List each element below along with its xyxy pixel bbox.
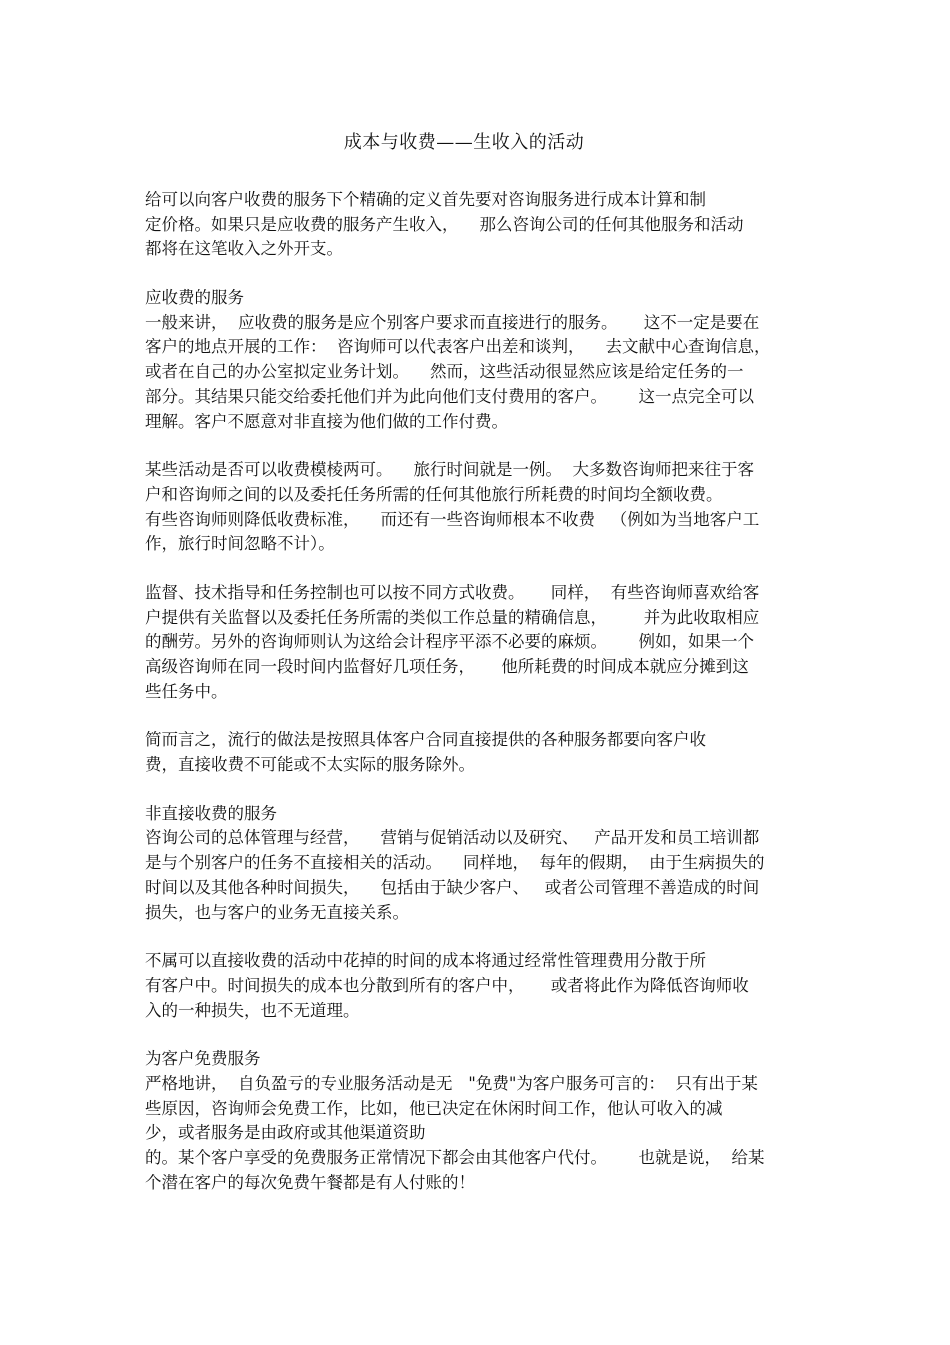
text-line: 个潜在客户的每次免费午餐都是有人付账的！ (145, 1172, 475, 1192)
document-title: 成本与收费——生收入的活动 (343, 132, 585, 153)
paragraph-overhead (145, 949, 810, 1023)
text-line: 时间以及其他各种时间损失， 包括由于缺少客户、 或者公司管理不善造成的时间 (145, 877, 760, 897)
text-line: 或者在自己的办公室拟定业务计划。 然而，这些活动很显然应该是给定任务的一 (145, 362, 744, 382)
text-line: 的酬劳。另外的咨询师则认为这给会计程序平添不必要的麻烦。 例如，如果一个 (145, 632, 754, 652)
section-heading: 非直接收费的服务 (145, 803, 277, 823)
text-line: 一般来讲， 应收费的服务是应个别客户要求而直接进行的服务。 这不一定是要在 (145, 312, 760, 332)
text-line: 给可以向客户收费的服务下个精确的定义首先要对咨询服务进行成本计算和制 (145, 190, 706, 209)
text-line: 简而言之，流行的做法是按照具体客户合同直接提供的各种服务都要向客户收 (145, 730, 706, 750)
text-line: 户提供有关监督以及委托任务所需的类似工作总量的精确信息， 并为此收取相应 (145, 607, 760, 627)
paragraph-summary (145, 728, 810, 777)
text-line: 损失，也与客户的业务无直接关系。 (145, 902, 409, 922)
text-line: 作，旅行时间忽略不计）。 (145, 534, 335, 554)
text-line: 不属可以直接收费的活动中花掉的时间的成本将通过经常性管理费用分散于所 (145, 951, 706, 971)
section-non-chargeable-services (145, 802, 810, 925)
text-line: 定价格。如果只是应收费的服务产生收入， 那么咨询公司的任何其他服务和活动 (145, 214, 744, 234)
text-line: 客户的地点开展的工作： 咨询师可以代表客户出差和谈判， 去文献中心查询信息， (145, 337, 771, 357)
paragraph-travel-time (145, 458, 810, 557)
text-line: 些任务中。 (145, 681, 228, 701)
text-line: 有些咨询师则降低收费标准， 而还有一些咨询师根本不收费 （例如为当地客户工 (145, 509, 760, 529)
text-line: 严格地讲， 自负盈亏的专业服务活动是无 "免费"为客户服务可言的： 只有出于某 (145, 1073, 758, 1093)
text-line: 咨询公司的总体管理与经营， 营销与促销活动以及研究、 产品开发和员工培训都 (145, 828, 760, 848)
section-chargeable-services (145, 286, 810, 434)
text-line: 少，或者服务是由政府或其他渠道资助 (145, 1123, 426, 1143)
text-line: 些原因，咨询师会免费工作，比如，他已决定在休闲时间工作，他认可收入的减 (145, 1098, 723, 1118)
text-line: 监督、技术指导和任务控制也可以按不同方式收费。 同样， 有些咨询师喜欢给客 (145, 582, 760, 602)
text-line: 费，直接收费不可能或不太实际的服务除外。 (145, 755, 475, 775)
section-heading: 为客户免费服务 (145, 1049, 261, 1069)
text-line: 理解。客户不愿意对非直接为他们做的工作付费。 (145, 411, 508, 431)
text-line: 入的一种损失，也不无道理。 (145, 1000, 360, 1020)
text-line: 有客户中。时间损失的成本也分散到所有的客户中， 或者将此作为降低咨询师收 (145, 975, 749, 995)
section-heading: 应收费的服务 (145, 288, 244, 308)
text-line: 某些活动是否可以收费模棱两可。 旅行时间就是一例。 大多数咨询师把来往于客 (145, 460, 754, 480)
section-free-services (145, 1047, 810, 1195)
text-line: 都将在这笔收入之外开支。 (145, 239, 343, 259)
text-line: 是与个别客户的任务不直接相关的活动。 同样地， 每年的假期， 由于生病损失的 (145, 853, 765, 873)
paragraph-supervision (145, 581, 810, 704)
paragraph-intro (145, 188, 810, 262)
document-body (145, 188, 810, 1195)
text-line: 的。某个客户享受的免费服务正常情况下都会由其他客户代付。 也就是说， 给某 (145, 1148, 765, 1167)
text-line: 部分。其结果只能交给委托他们并为此向他们支付费用的客户。 这一点完全可以 (145, 386, 754, 406)
text-line: 户和咨询师之间的以及委托任务所需的任何其他旅行所耗费的时间均全额收费。 (145, 484, 723, 504)
text-line: 高级咨询师在同一段时间内监督好几项任务， 他所耗费的时间成本就应分摊到这 (145, 657, 749, 676)
